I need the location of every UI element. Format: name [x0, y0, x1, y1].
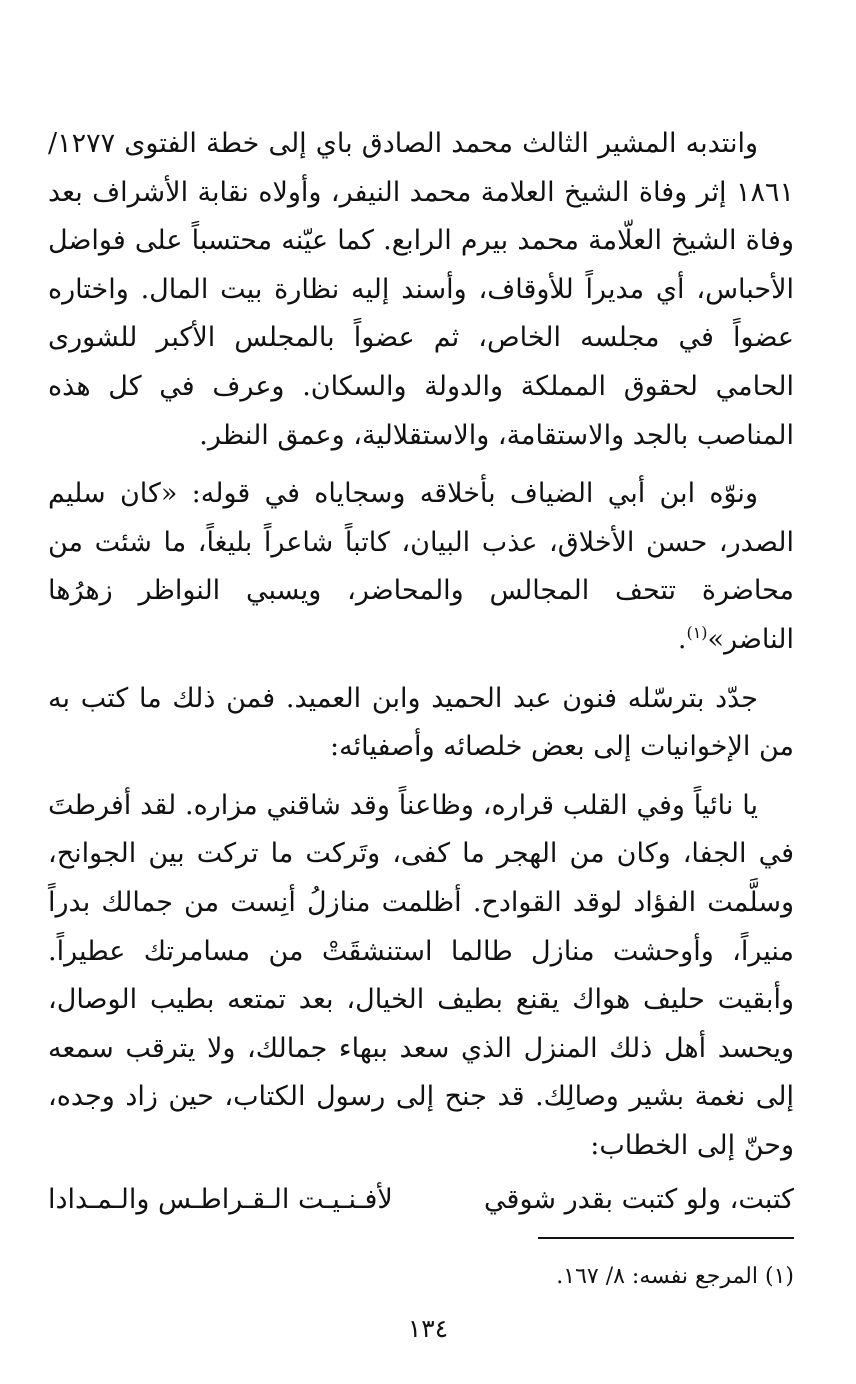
footnote: (١) المرجع نفسه: ٨/ ١٦٧.: [556, 1264, 794, 1289]
paragraph-letter: [48, 782, 794, 1171]
footnote-divider: [538, 1237, 794, 1239]
paragraph-praise-tail: .: [677, 623, 687, 655]
paragraph-praise: [48, 470, 794, 664]
page-number: ١٣٤: [407, 1314, 449, 1343]
paragraph-letter-text: يا نائياً وفي القلب قراره، وظاعناً وقد شاقني مزاره. لقد أفرطتَ في الجفا، وكان من الهجر ما كفى، وتَركت ما تركت بين الجوانح، وسلَّمت الفؤاد لوقد القوادح. أظلمت منازلُ أنِست من جمالك بدراً منيراً، وأوحشت منازل طالما استنشقَتْ من مسامرتك عطيراً. وأبقيت حليف هواك يقنع بطيف الخيال، بعد تمتعه بطيب الوصال، ويحسد أهل ذلك المنزل الذي سعد ببهاء جمالك، ولا يترقب سمعه إلى نغمة بشير وصالِك. قد جنح إلى رسول الكتاب، حين زاد وجده، وحنّ إلى الخطاب:: [48, 789, 794, 1161]
paragraph-intro-letter-text: جدّد بترسّله فنون عبد الحميد وابن العميد. فمن ذلك ما كتب به من الإخوانيات إلى بعض خلصائه وأصفيائه:: [48, 682, 794, 763]
verse-first-hemistich: كتبت، ولو كتبت بقدر شوقي: [484, 1184, 794, 1216]
main-text: [48, 120, 794, 1225]
paragraph-appointments: [48, 120, 794, 460]
poem-verse: [48, 1176, 794, 1225]
paragraph-praise-text: ونوّه ابن أبي الضياف بأخلاقه وسجاياه في قوله: «كان سليم الصدر، حسن الأخلاق، عذب البيان، كاتباً شاعراً بليغاً، ما شئت من محاضرة تتحف المجالس والمحاضر، ويسبي النواظر زهرُها الناضر»: [48, 478, 794, 655]
paragraph-appointments-text: وانتدبه المشير الثالث محمد الصادق باي إلى خطة الفتوى ١٢٧٧/ ١٨٦١ إثر وفاة الشيخ العلامة محمد النيفر، وأولاه نقابة الأشراف بعد وفاة الشيخ العلّامة محمد بيرم الرابع. كما عيّنه محتسباً على فواضل الأحباس، أي مديراً للأوقاف، وأسند إليه نظارة بيت المال. واختاره عضواً في مجلسه الخاص، ثم عضواً بالمجلس الأكبر للشورى الحامي لحقوق المملكة والدولة والسكان. وعرف في كل هذه المناصب بالجد والاستقامة، والاستقلالية، وعمق النظر.: [48, 128, 794, 451]
verse-second-hemistich: لأفـنـيـت الـقـراطـس والـمـدادا: [48, 1184, 393, 1216]
paragraph-intro-letter: [48, 675, 794, 772]
footnote-reference[interactable]: (١): [686, 622, 708, 642]
